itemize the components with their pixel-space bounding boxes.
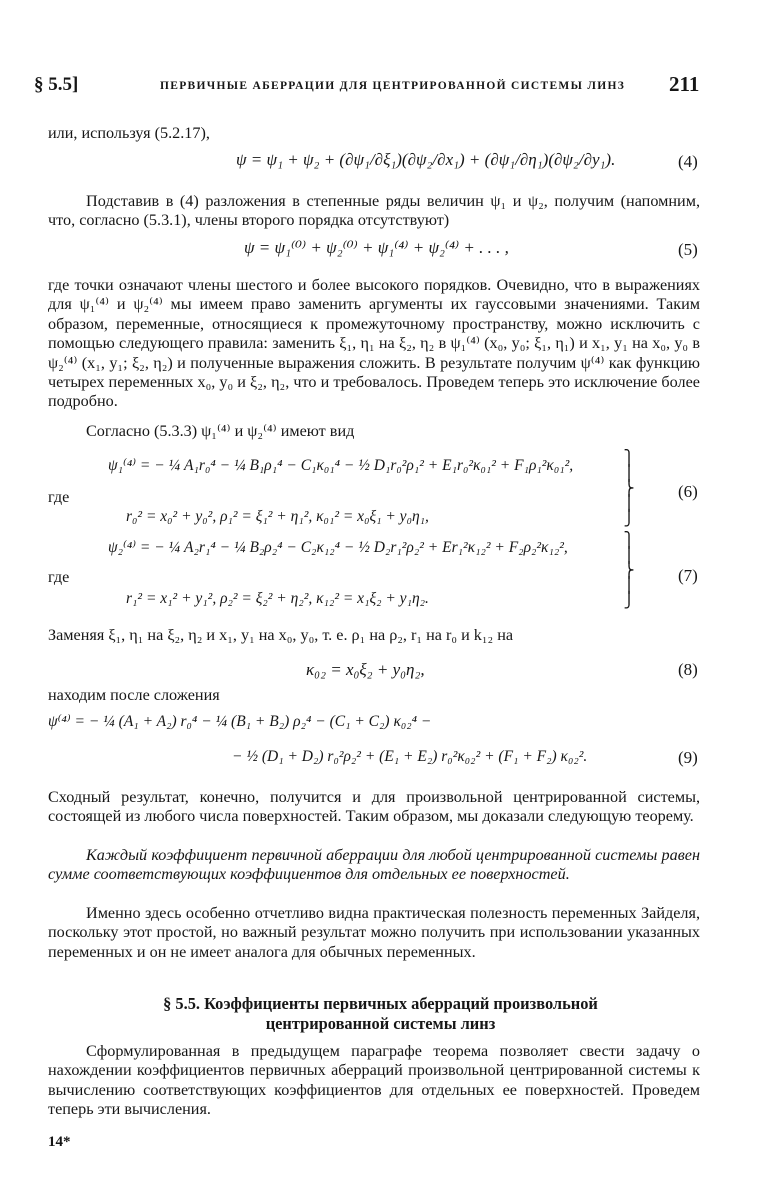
paragraph-after-adding: находим после сложения xyxy=(48,686,220,704)
paragraph-similar-result: Сходный результат, конечно, получится и для произвольной центрированной системы, состоящей из любого числа поверхностей. Таким образом, мы доказали следующую теорему. xyxy=(48,788,700,826)
paragraph-elimination: где точки означают члены шестого и более высокого порядков. Очевидно, что в выражениях для ψ₁⁽⁴⁾ и ψ₂⁽⁴⁾ мы имеем право заменить аргументы их гауссовыми значениями. Таким образом, переменные, относящиеся к промежуточному пространству, можно исключить с помощью следующего правила: заменить ξ₁, η₁ на ξ₂, η₂ в ψ₁⁽⁴⁾ (x₀, y₀; ξ₁, η₁) и x₁, y₁ на x₀, y₀ в ψ₂⁽⁴⁾ (x₁, y₁; ξ₂, η₂) и полученные выражения сложить. В результате получим ψ⁽⁴⁾ как функцию четырех переменных x₀, y₀ и ξ₂, η₂, что и требовалось. Проведем теперь это исключение более подробно. xyxy=(48,276,700,411)
equation-6-line-2: r₀² = x₀² + y₀², ρ₁² = ξ₁² + η₁², κ₀₁² = x₀ξ₁ + y₀η₁, xyxy=(126,508,429,525)
equation-6-number: (6) xyxy=(678,482,698,501)
equation-4-number: (4) xyxy=(678,152,698,171)
paragraph-replacing: Заменяя ξ₁, η₁ на ξ₂, η₂ и x₁, y₁ на x₀, y₀, т. е. ρ₁ на ρ₂, r₁ на r₀ и k₁₂ на xyxy=(48,626,514,644)
equation-7-line-2: r₁² = x₁² + y₁², ρ₂² = ξ₂² + η₂², κ₁₂² = x₁ξ₂ + y₁η₂. xyxy=(126,590,429,607)
equation-9-line-1: ψ⁽⁴⁾ = − ¼ (A₁ + A₂) r₀⁴ − ¼ (B₁ + B₂) ρ₂⁴ − (C₁ + C₂) κ₀₂⁴ − xyxy=(48,713,432,730)
equation-4: ψ = ψ₁ + ψ₂ + (∂ψ₁/∂ξ₁)(∂ψ₂/∂x₁) + (∂ψ₁/∂η₁)(∂ψ₂/∂y₁). xyxy=(236,150,616,169)
right-brace-icon: ⎫ ⎪ ⎬ ⎪ ⎭ xyxy=(623,533,635,609)
where-label-1: где xyxy=(48,488,70,506)
equation-5-number: (5) xyxy=(678,240,698,259)
theorem-statement: Каждый коэффициент первичной аберрации для любой центрированной системы равен сумме соответствующих коэффициентов для отдельных ее поверхностей. xyxy=(48,846,700,884)
page-number: 211 xyxy=(669,72,700,96)
right-brace-icon: ⎫ ⎪ ⎬ ⎪ ⎭ xyxy=(623,451,635,527)
equation-5: ψ = ψ₁⁽⁰⁾ + ψ₂⁽⁰⁾ + ψ₁⁽⁴⁾ + ψ₂⁽⁴⁾ + . . . , xyxy=(244,238,509,257)
paragraph-according: Согласно (5.3.3) ψ₁⁽⁴⁾ и ψ₂⁽⁴⁾ имеют вид xyxy=(86,422,355,440)
signature-mark: 14* xyxy=(48,1134,71,1150)
equation-8-number: (8) xyxy=(678,660,698,679)
section-heading-line-1: § 5.5. Коэффициенты первичных аберраций произвольной xyxy=(163,994,598,1013)
equation-7-number: (7) xyxy=(678,566,698,585)
equation-8: κ₀₂ = x₀ξ₂ + y₀η₂, xyxy=(306,660,425,679)
equation-9-number: (9) xyxy=(678,748,698,767)
where-label-2: где xyxy=(48,568,70,586)
header-section: § 5.5] xyxy=(34,74,79,95)
paragraph-seidel: Именно здесь особенно отчетливо видна практическая полезность переменных Зайделя, поскольку этот простой, но важный результат можно получить при использовании указанных переменных и он не имеет аналога для обычных переменных. xyxy=(48,904,700,961)
equation-7-line-1: ψ₂⁽⁴⁾ = − ¼ A₂r₁⁴ − ¼ B₂ρ₂⁴ − C₂κ₁₂⁴ − ½ D₂r₁²ρ₂² + Er₁²κ₁₂² + F₂ρ₂²κ₁₂², xyxy=(108,539,568,556)
paragraph-section-intro: Сформулированная в предыдущем параграфе теорема позволяет свести задачу о нахождении коэффициентов первичных аберраций произвольной центрированной системы к вычислению соответствующих коэффициентов для отдельных ее поверхностей. Проведем теперь эти вычисления. xyxy=(48,1042,700,1119)
equation-9-line-2: − ½ (D₁ + D₂) r₀²ρ₂² + (E₁ + E₂) r₀²κ₀₂² + (F₁ + F₂) κ₀₂². xyxy=(232,748,588,765)
header-title: ПЕРВИЧНЫЕ АБЕРРАЦИИ ДЛЯ ЦЕНТРИРОВАННОЙ СИСТЕМЫ ЛИНЗ xyxy=(160,80,626,92)
paragraph-substitution: Подставив в (4) разложения в степенные ряды величин ψ₁ и ψ₂, получим (напомним, что, согласно (5.3.1), члены второго порядка отсутствуют) xyxy=(48,192,700,230)
paragraph-intro: или, используя (5.2.17), xyxy=(48,124,210,142)
equation-6-line-1: ψ₁⁽⁴⁾ = − ¼ A₁r₀⁴ − ¼ B₁ρ₁⁴ − C₁κ₀₁⁴ − ½ D₁r₀²ρ₁² + E₁r₀²κ₀₁² + F₁ρ₁²κ₀₁², xyxy=(108,457,574,474)
section-heading-line-2: центрированной системы линз xyxy=(265,1014,496,1033)
